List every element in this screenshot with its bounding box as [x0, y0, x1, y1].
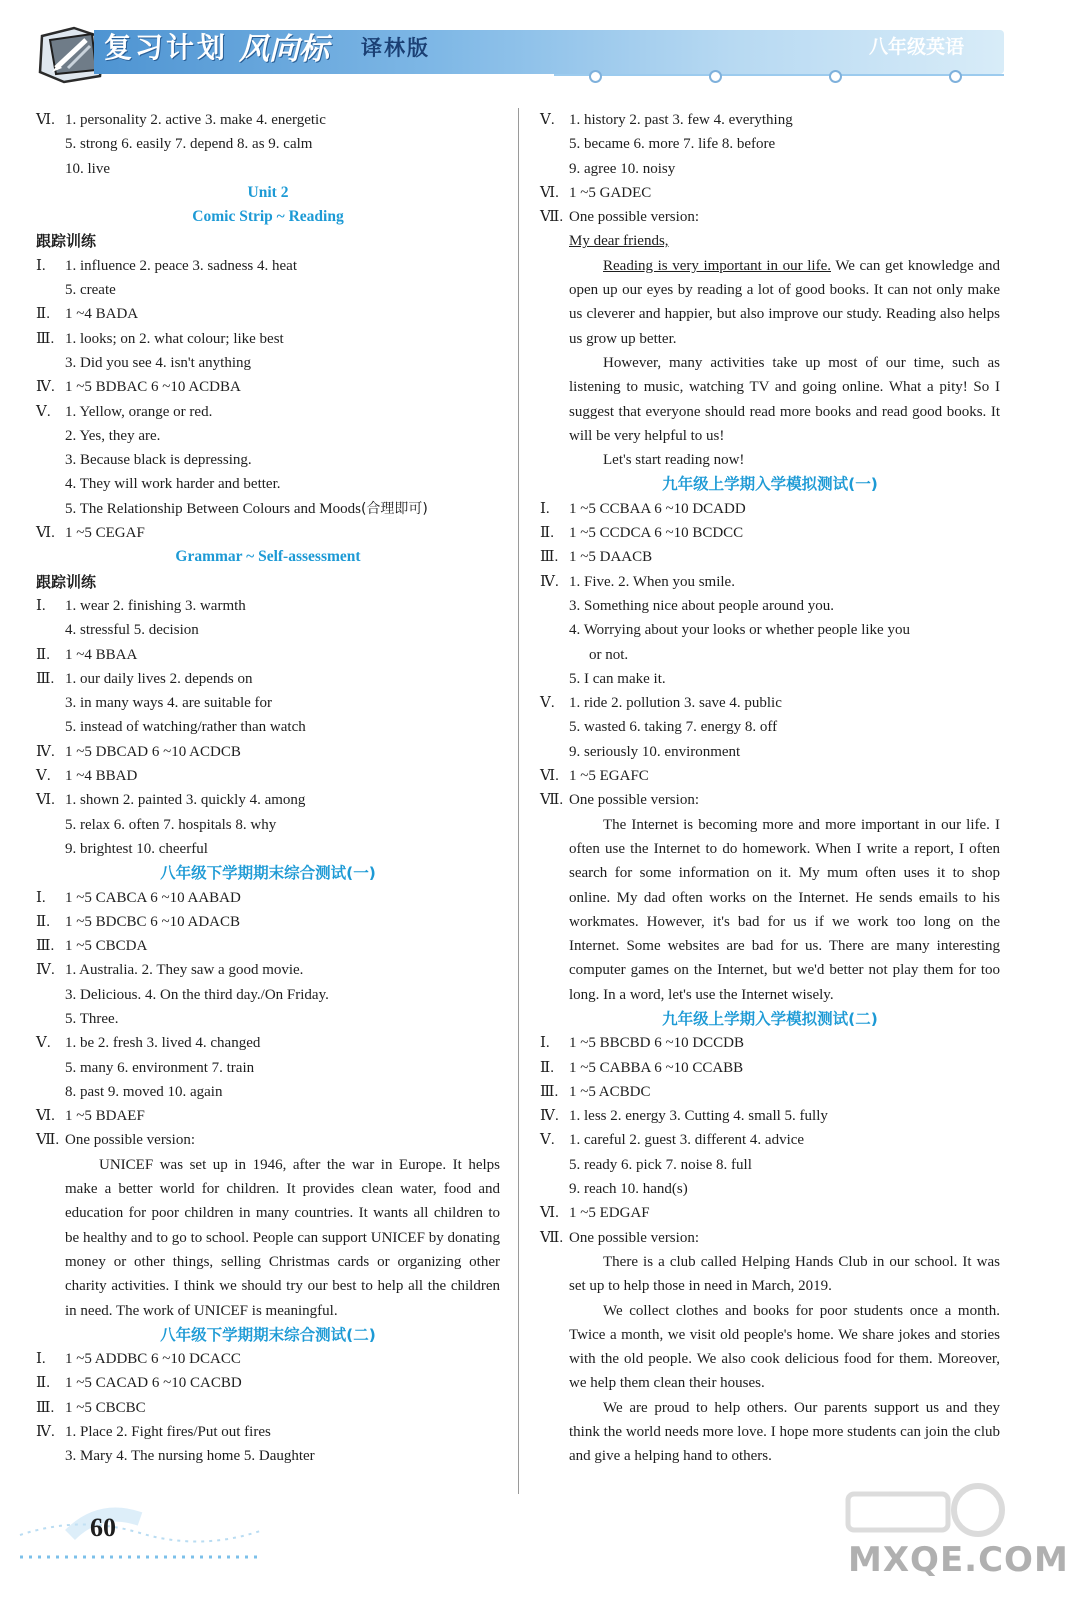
answer-row — [36, 1371, 500, 1395]
section-number: Ⅱ. — [36, 306, 50, 323]
answer-row — [540, 181, 1000, 205]
answer-row — [36, 521, 500, 545]
test-heading: 九年级上学期入学模拟测试(二) — [662, 1009, 878, 1028]
answer-row — [36, 1104, 500, 1128]
answer-text: 4. They will work harder and better. — [65, 476, 281, 493]
answer-text: 9. reach 10. hand(s) — [569, 1181, 688, 1198]
header-banner — [94, 30, 1004, 74]
page-footer — [20, 1505, 580, 1575]
answer-text: 1 ~5 ACBDC — [569, 1083, 651, 1100]
answer-row — [36, 254, 500, 278]
answer-row — [36, 108, 500, 132]
answer-row — [36, 1420, 500, 1444]
answer-row — [540, 788, 1000, 812]
section-number: Ⅵ. — [36, 792, 55, 809]
section-number: Ⅴ. — [540, 112, 555, 128]
section-number: Ⅵ. — [36, 112, 55, 128]
answer-row — [36, 594, 500, 618]
grade-subject-label: 八年级英语 — [868, 36, 964, 58]
page-number: 60 — [90, 1513, 116, 1542]
essay-text: Let's start reading now! — [603, 452, 745, 469]
answer-row — [36, 1128, 500, 1152]
section-number: Ⅳ. — [36, 962, 55, 979]
unit-heading: Unit 2 — [247, 183, 289, 201]
answer-row — [540, 545, 1000, 569]
answer-text: One possible version: — [569, 792, 699, 809]
answer-row — [36, 327, 500, 351]
section-number: Ⅱ. — [540, 1059, 554, 1076]
section-number: Ⅰ. — [540, 500, 550, 517]
test-heading: 九年级上学期入学模拟测试(一) — [662, 475, 878, 494]
answer-row — [540, 1201, 1000, 1225]
answer-row — [36, 910, 500, 934]
answer-text: 1 ~5 CCDCA 6 ~10 BCDCC — [569, 525, 744, 542]
section-number: Ⅴ. — [36, 1035, 51, 1052]
section-number: Ⅰ. — [36, 257, 46, 274]
answer-text: 2. Yes, they are. — [65, 427, 161, 444]
answer-row — [540, 1056, 1000, 1080]
answer-text: 1 ~5 ADDBC 6 ~10 DCACC — [65, 1351, 241, 1368]
decor-dot — [829, 70, 842, 83]
section-number: Ⅶ. — [36, 1132, 60, 1149]
answer-row — [540, 521, 1000, 545]
answer-row — [36, 1031, 500, 1055]
answer-text: 1 ~5 CACAD 6 ~10 CACBD — [65, 1375, 242, 1392]
answer-text: 1 ~4 BBAD — [65, 768, 138, 785]
answer-text: 1 ~5 CBCBC — [65, 1399, 146, 1416]
answer-text: 5. instead of watching/rather than watch — [65, 719, 306, 736]
answer-row — [36, 934, 500, 958]
answer-text: 1. personality 2. active 3. make 4. energetic — [65, 112, 326, 128]
answer-text: 5. create — [65, 282, 116, 299]
test-heading: 八年级下学期期末综合测试(一) — [160, 864, 376, 883]
section-number: Ⅲ. — [36, 1399, 55, 1416]
essay-text: We are proud to help others. Our parents support us and they think the world needs more love. I hope more students can join the club and give a helping hand to others. — [569, 1399, 1000, 1465]
answer-row — [540, 497, 1000, 521]
answer-text: 5. Three. — [65, 1010, 119, 1027]
section-number: Ⅳ. — [36, 743, 55, 760]
essay-text: However, many activities take up most of our time, such as listening to music, watching TV and going online. What a pity! So I suggest that everyone should read more books and read good books. It will be very helpful to us! — [569, 354, 1000, 444]
answer-text: One possible version: — [65, 1132, 195, 1149]
answer-text: 1 ~5 BDBAC 6 ~10 ACDBA — [65, 379, 241, 396]
section-number: Ⅵ. — [540, 184, 559, 201]
decor-dot — [589, 70, 602, 83]
header-decor-line — [554, 74, 1004, 76]
left-column — [36, 108, 500, 1469]
answer-text: 5. wasted 6. taking 7. energy 8. off — [569, 719, 778, 736]
answer-text: 1 ~5 BBCBD 6 ~10 DCCDB — [569, 1035, 745, 1052]
answer-row — [540, 570, 1000, 594]
answer-text: 1 ~5 GADEC — [569, 184, 652, 201]
answer-note: (合理即可) — [360, 500, 428, 517]
answer-text: 1. Place 2. Fight fires/Put out fires — [65, 1424, 271, 1441]
answer-text: 9. brightest 10. cheerful — [65, 840, 208, 857]
answer-text: 1. Australia. 2. They saw a good movie. — [65, 962, 304, 979]
lesson-heading: Comic Strip ~ Reading — [192, 208, 344, 226]
essay-text: There is a club called Helping Hands Club in our school. It was set up to help those in need in March, 2019. — [569, 1253, 1000, 1295]
answer-text: 1 ~5 BDCBC 6 ~10 ADACB — [65, 913, 241, 930]
answer-text: 1. history 2. past 3. few 4. everything — [569, 112, 793, 128]
series-title: 复习计划 — [104, 31, 229, 64]
answer-row — [36, 958, 500, 982]
answer-row — [36, 1396, 500, 1420]
section-number: Ⅰ. — [540, 1035, 550, 1052]
answer-text: 1. wear 2. finishing 3. warmth — [65, 597, 246, 614]
essay-text: The Internet is becoming more and more important in our life. I often use the Internet to do homework. When I write a report, I often search for some information on it. My mum often uses it to shop online. My dad often works on the Internet. He sends emails to his workmates. However, it's bad for us if we work too long on the Internet. Some websites are bad for us. There are many interesting computer games on the Internet, but we'd better not play them for too long. In a word, let's use the Internet wisely. — [569, 816, 1000, 1003]
essay-paragraph — [540, 254, 1000, 473]
answer-text: 1. careful 2. guest 3. different 4. advice — [569, 1132, 805, 1149]
section-number: Ⅴ. — [540, 695, 555, 712]
answer-text: 3. in many ways 4. are suitable for — [65, 695, 273, 712]
watermark-text: MXQE.COM — [848, 1540, 1069, 1580]
answer-text: One possible version: — [569, 1229, 699, 1246]
answer-text: 1 ~5 BDAEF — [65, 1108, 145, 1125]
answer-text: 5. The Relationship Between Colours and Moods — [65, 500, 361, 517]
essay-text: We collect clothes and books for poor students once a month. Twice a month, we visit old people's home. We share jokes and stories with the old people. We also cook delicious food for them. Moreover, we help them clean their houses. — [569, 1302, 1000, 1392]
greeting-text: My dear friends, — [569, 233, 669, 250]
test-heading: 八年级下学期期末综合测试(二) — [160, 1325, 376, 1344]
section-number: Ⅲ. — [36, 330, 55, 347]
answer-row — [540, 1104, 1000, 1128]
decor-dot — [709, 70, 722, 83]
answer-row — [36, 1347, 500, 1371]
decor-dot — [949, 70, 962, 83]
brand-logo: 风向标 — [239, 32, 329, 67]
answer-text: 1 ~5 CCBAA 6 ~10 DCADD — [569, 500, 746, 517]
section-number: Ⅶ. — [540, 792, 564, 809]
answer-text: One possible version: — [569, 209, 699, 226]
answer-text: 5. ready 6. pick 7. noise 8. full — [569, 1156, 752, 1173]
answer-row — [36, 643, 500, 667]
answer-text: 1. shown 2. painted 3. quickly 4. among — [65, 792, 306, 809]
answer-row — [540, 764, 1000, 788]
answer-text: 1. looks; on 2. what colour; like best — [65, 330, 284, 347]
answer-text: 1. be 2. fresh 3. lived 4. changed — [65, 1035, 261, 1052]
section-number: Ⅵ. — [36, 525, 55, 542]
answer-text: 1. less 2. energy 3. Cutting 4. small 5. fully — [569, 1108, 828, 1125]
answer-text: or not. — [589, 646, 629, 663]
answer-row — [540, 1226, 1000, 1250]
answer-text: 1. influence 2. peace 3. sadness 4. heat — [65, 257, 297, 274]
answer-text: 1 ~4 BBAA — [65, 646, 138, 663]
page-header — [34, 22, 1004, 86]
answer-text: 3. Delicious. 4. On the third day./On Friday. — [65, 986, 329, 1003]
section-number: Ⅴ. — [36, 403, 51, 420]
answer-row — [36, 375, 500, 399]
section-number: Ⅱ. — [540, 525, 554, 542]
answer-row — [540, 1128, 1000, 1152]
section-number: Ⅶ. — [540, 1229, 564, 1246]
answer-row — [540, 108, 1000, 132]
section-number: Ⅳ. — [36, 379, 55, 396]
section-number: Ⅲ. — [540, 549, 559, 566]
section-number: Ⅰ. — [36, 889, 46, 906]
answer-text: 1. our daily lives 2. depends on — [65, 670, 253, 687]
section-number: Ⅳ. — [540, 573, 559, 590]
right-column — [540, 108, 1000, 1469]
answer-text: 5. relax 6. often 7. hospitals 8. why — [65, 816, 277, 833]
answer-row — [540, 205, 1000, 229]
answer-row — [540, 1031, 1000, 1055]
section-number: Ⅶ. — [540, 209, 564, 226]
answer-text: 1 ~5 DBCAD 6 ~10 ACDCB — [65, 743, 241, 760]
answer-row — [36, 764, 500, 788]
answer-text: 1 ~5 EDGAF — [569, 1205, 650, 1222]
section-number: Ⅲ. — [36, 938, 55, 955]
answer-row — [36, 788, 500, 812]
answer-text: 4. stressful 5. decision — [65, 622, 199, 639]
section-number: Ⅲ. — [36, 670, 55, 687]
lesson-heading: Grammar ~ Self-assessment — [175, 548, 361, 566]
practice-label: 跟踪训练 — [36, 572, 97, 591]
answer-text: 10. live — [65, 160, 110, 177]
answer-text: 1 ~5 CABBA 6 ~10 CCABB — [569, 1059, 744, 1076]
section-number: Ⅵ. — [36, 1108, 55, 1125]
answer-text: 5. I can make it. — [569, 670, 666, 687]
answer-text: 3. Because black is depressing. — [65, 452, 252, 469]
essay-paragraph — [540, 813, 1000, 1007]
answer-row — [540, 691, 1000, 715]
answer-text: 3. Did you see 4. isn't anything — [65, 354, 252, 371]
section-number: Ⅴ. — [36, 768, 51, 785]
section-number: Ⅵ. — [540, 1205, 559, 1222]
section-number: Ⅵ. — [540, 768, 559, 785]
answer-text: 1. Yellow, orange or red. — [65, 403, 213, 420]
answer-row — [36, 400, 500, 424]
answer-text: 9. agree 10. noisy — [569, 160, 676, 177]
answer-text: 5. many 6. environment 7. train — [65, 1059, 255, 1076]
section-number: Ⅱ. — [36, 913, 50, 930]
section-number: Ⅲ. — [540, 1083, 559, 1100]
edition-label: 译林版 — [361, 36, 430, 60]
answer-text: 1 ~5 DAACB — [569, 549, 653, 566]
section-number: Ⅱ. — [36, 646, 50, 663]
answer-row — [36, 302, 500, 326]
answer-text: 1 ~5 EGAFC — [569, 768, 649, 785]
section-number: Ⅱ. — [36, 1375, 50, 1392]
letter-greeting — [540, 229, 1000, 253]
topic-sentence: Reading is very important in our life. — [603, 257, 831, 274]
essay-paragraph — [36, 1153, 500, 1323]
answer-row — [540, 1080, 1000, 1104]
section-number: Ⅰ. — [36, 1351, 46, 1368]
practice-label: 跟踪训练 — [36, 232, 97, 251]
essay-text: UNICEF was set up in 1946, after the war in Europe. It helps make a better world for children. It provides clean water, food and education for poor children in many countries. It wants all children to be healthy and to go to school. People can support UNICEF by donating money or other things, selling Christmas cards or organizing other charity activities. I think we should try our best to help all the children in need. The work of UNICEF is meaningful. — [65, 1156, 500, 1319]
answer-text: 1. Five. 2. When you smile. — [569, 573, 735, 590]
answer-row — [36, 667, 500, 691]
answer-text: 5. strong 6. easily 7. depend 8. as 9. calm — [65, 136, 313, 153]
essay-paragraph — [540, 1250, 1000, 1469]
column-divider — [518, 108, 519, 1494]
section-number: Ⅰ. — [36, 597, 46, 614]
answer-row — [36, 497, 500, 521]
answer-text: 3. Mary 4. The nursing home 5. Daughter — [65, 1448, 315, 1465]
answer-text: 3. Something nice about people around you. — [569, 597, 834, 614]
section-number: Ⅴ. — [540, 1132, 555, 1149]
answer-row — [36, 740, 500, 764]
section-number: Ⅳ. — [36, 1424, 55, 1441]
answer-text: 1. ride 2. pollution 3. save 4. public — [569, 695, 782, 712]
footer-decoration — [20, 1505, 260, 1565]
answer-text: 1 ~4 BADA — [65, 306, 139, 323]
answer-text: 1 ~5 CEGAF — [65, 525, 145, 542]
answer-text: 1 ~5 CBCDA — [65, 938, 148, 955]
section-number: Ⅳ. — [540, 1108, 559, 1125]
answer-text: 1 ~5 CABCA 6 ~10 AABAD — [65, 889, 241, 906]
answer-text: 9. seriously 10. environment — [569, 743, 741, 760]
essay-text: We can get knowledge and open up our eyes by reading a lot of good books. It can not only make us cleverer and happier, but also improve our study. Reading also helps us grow up better. — [569, 257, 1000, 347]
answer-row — [36, 886, 500, 910]
answer-text: 5. became 6. more 7. life 8. before — [569, 136, 776, 153]
answer-text: 4. Worrying about your looks or whether people like you — [569, 622, 910, 639]
answer-text: 8. past 9. moved 10. again — [65, 1083, 223, 1100]
